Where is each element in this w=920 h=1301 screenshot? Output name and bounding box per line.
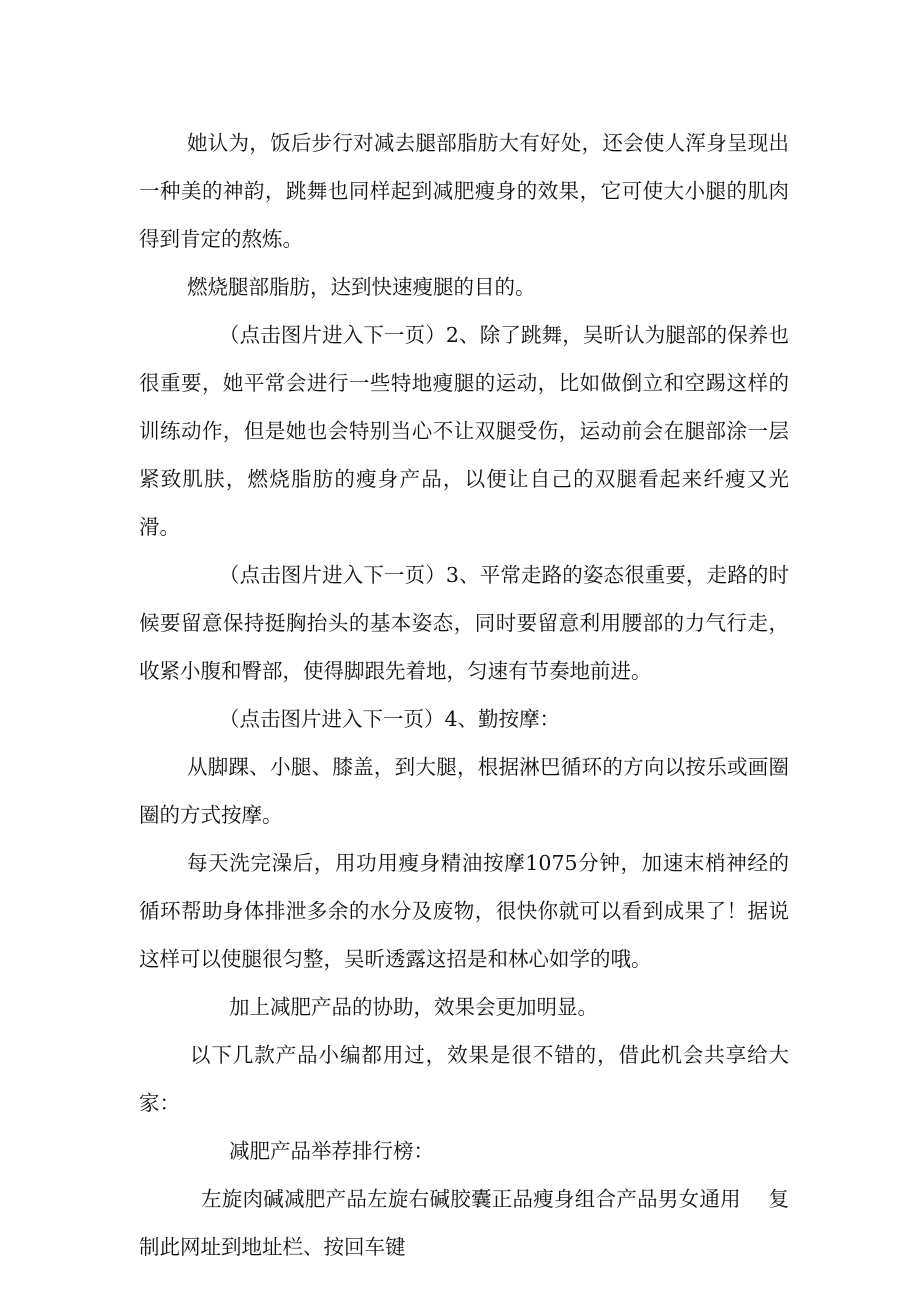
paragraph-tip-4: （点击图片进入下一页）4、勤按摩：: [219, 707, 561, 731]
document-body: [139, 119, 789, 1271]
paragraph-walking-dancing: 她认为，饭后步行对减去腿部脂肪大有好处，还会使人浑身呈现出一种美的神韵，跳舞也同样起到减肥瘦身的效果，它可使大小腿的肌肉得到肯定的熬炼。: [139, 131, 789, 251]
paragraph-product-link: 左旋肉碱减肥产品左旋右碱胶囊正品瘦身组合产品男女通用 复制此网址到地址栏、按回车键: [139, 1187, 789, 1259]
paragraph-tip-2: （点击图片进入下一页）2、除了跳舞，吴昕认为腿部的保养也很重要，她平常会进行一些特地瘦腿的运动，比如做倒立和空踢这样的训练动作，但是她也会特别当心不让双腿受伤，运动前会在腿部涂一层紧致肌肤，燃烧脂肪的瘦身产品，以便让自己的双腿看起来纤瘦又光滑。: [139, 323, 789, 539]
paragraph-ranking-title: 减肥产品举荐排行榜：: [229, 1139, 434, 1163]
paragraph-share-products: 以下几款产品小编都用过，效果是很不错的，借此机会共享给大家：: [139, 1043, 789, 1115]
paragraph-daily-massage: 每天洗完澡后，用功用瘦身精油按摩1075分钟，加速末梢神经的循环帮助身体排泄多余的水分及废物，很快你就可以看到成果了！据说这样可以使腿很匀整，吴昕透露这招是和林心如学的哦。: [139, 851, 789, 971]
paragraph-burn-fat: 燃烧腿部脂肪，达到快速瘦腿的目的。: [187, 275, 536, 299]
paragraph-product-help: 加上减肥产品的协助，效果会更加明显。: [229, 995, 598, 1019]
paragraph-massage-method: 从脚踝、小腿、膝盖，到大腿，根据淋巴循环的方向以按乐或画圈圈的方式按摩。: [139, 755, 789, 827]
paragraph-tip-3: （点击图片进入下一页）3、平常走路的姿态很重要，走路的时候要留意保持挺胸抬头的基本姿态，同时要留意利用腰部的力气行走，收紧小腹和臀部，使得脚跟先着地，匀速有节奏地前进。: [139, 563, 789, 683]
